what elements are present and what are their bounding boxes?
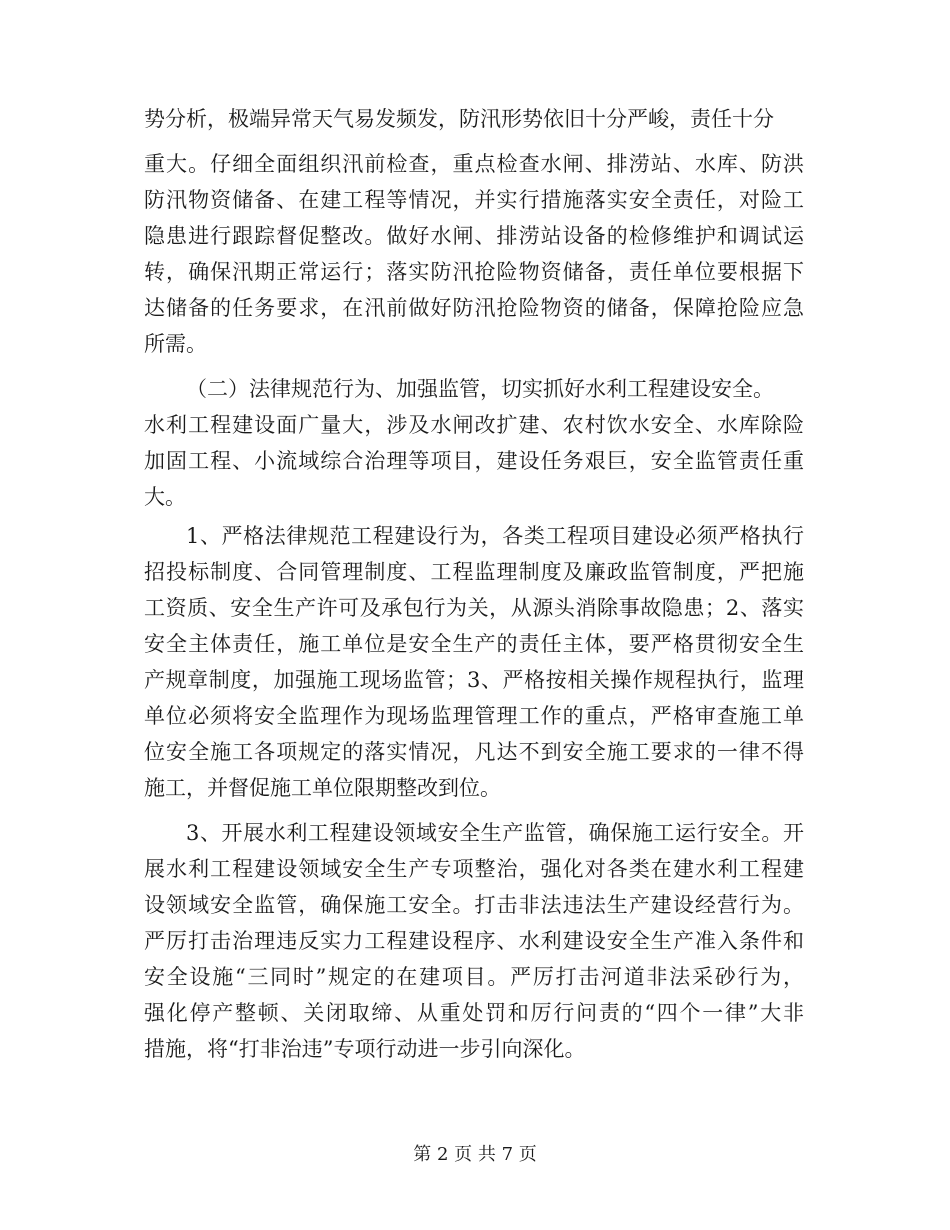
body-line-11: 大。 [144, 485, 186, 509]
body-line-23: 严厉打击治理违反实力工程建设程序、水利建设安全生产准入条件和 [144, 929, 804, 953]
body-line-9: 水利工程建设面广量大，涉及水闸改扩建、农村饮水安全、水库除险 [144, 413, 804, 437]
body-line-21: 展水利工程建设领域安全生产专项整治，强化对各类在建水利工程建 [144, 857, 804, 881]
item-1-heading: 1、严格法律规范工程建设行为，各类工程项目建设必须严格执行 [186, 524, 804, 548]
body-line-26: 措施，将“打非治违”专项行动进一步引向深化。 [144, 1037, 586, 1061]
body-line-16: 产规章制度，加强施工现场监管；3、严格按相关操作规程执行，监理 [144, 668, 804, 692]
body-line-7: 所需。 [144, 332, 207, 356]
body-line-22: 设领域安全监管，确保施工安全。打击非法违法生产建设经营行为。 [144, 893, 804, 917]
body-line-24: 安全设施“三同时”规定的在建项目。严厉打击河道非法采砂行为， [144, 965, 804, 989]
body-line-5: 转，确保汛期正常运行；落实防汛抢险物资储备，责任单位要根据下 [144, 260, 804, 284]
page-number-footer: 第 2 页 共 7 页 [413, 1144, 537, 1165]
body-line-10: 加固工程、小流域综合治理等项目，建设任务艰巨，安全监管责任重 [144, 449, 804, 473]
section-heading-2: （二）法律规范行为、加强监管，切实抓好水利工程建设安全。 [186, 377, 774, 401]
item-3-heading: 3、开展水利工程建设领域安全生产监管，确保施工运行安全。开 [186, 821, 804, 845]
body-line-15: 安全主体责任，施工单位是安全生产的责任主体，要严格贯彻安全生 [144, 632, 804, 656]
body-line-17: 单位必须将安全监理作为现场监理管理工作的重点，严格审查施工单 [144, 704, 804, 728]
body-line-19: 施工，并督促施工单位限期整改到位。 [144, 776, 501, 800]
body-line-4: 隐患进行跟踪督促整改。做好水闸、排涝站设备的检修维护和调试运 [144, 224, 804, 248]
body-line-3: 防汛物资储备、在建工程等情况，并实行措施落实安全责任，对险工 [144, 188, 804, 212]
body-line-6: 达储备的任务要求，在汛前做好防汛抢险物资的储备，保障抢险应急 [144, 296, 804, 320]
body-line-13: 招投标制度、合同管理制度、工程监理制度及廉政监管制度，严把施 [144, 560, 804, 584]
body-line-1: 势分析，极端异常天气易发频发，防汛形势依旧十分严峻，责任十分 [144, 107, 774, 131]
body-line-2: 重大。仔细全面组织汛前检查，重点检查水闸、排涝站、水库、防洪 [144, 152, 804, 176]
body-line-25: 强化停产整顿、关闭取缔、从重处罚和厉行问责的“四个一律”大非 [144, 1001, 804, 1025]
body-line-18: 位安全施工各项规定的落实情况，凡达不到安全施工要求的一律不得 [144, 740, 804, 764]
body-line-14: 工资质、安全生产许可及承包行为关，从源头消除事故隐患；2、落实 [144, 596, 804, 620]
